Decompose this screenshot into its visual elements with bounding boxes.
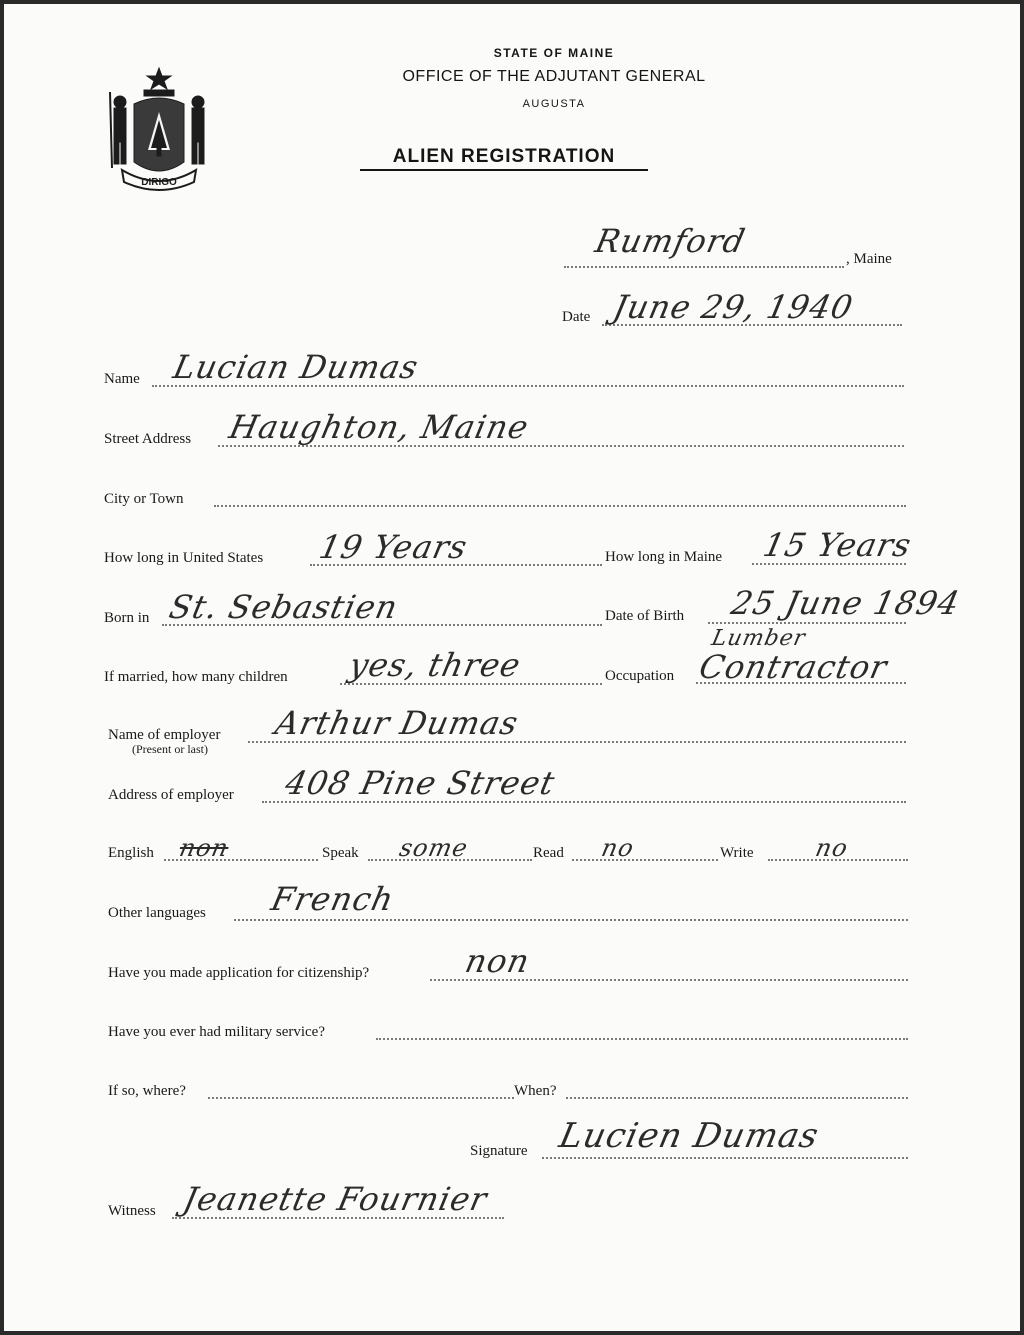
where-label: If so, where?	[108, 1083, 186, 1099]
form-title: ALIEN REGISTRATION	[360, 146, 648, 171]
citizenship-value: non	[461, 942, 534, 980]
speak-value: some	[397, 834, 471, 862]
date-of-birth-value: 25 June 1894	[727, 584, 964, 622]
where-line	[208, 1097, 514, 1099]
witness-value: Jeanette Fournier	[179, 1180, 491, 1218]
town-line	[564, 266, 844, 268]
alien-registration-form	[4, 4, 1020, 1331]
signature-label: Signature	[470, 1143, 528, 1159]
employer-label: Name of employer	[108, 727, 221, 743]
occupation-value: Contractor	[695, 648, 891, 686]
employer-value: Arthur Dumas	[271, 704, 523, 742]
state-heading: STATE OF MAINE	[493, 46, 615, 60]
maine-label: , Maine	[846, 251, 892, 267]
speak-label: Speak	[322, 845, 359, 861]
witness-label: Witness	[108, 1203, 156, 1219]
street-address-value: Haughton, Maine	[225, 408, 533, 446]
date-of-birth-label: Date of Birth	[605, 608, 685, 624]
name-label: Name	[104, 371, 140, 387]
write-label: Write	[720, 845, 754, 861]
children-value: yes, three	[345, 646, 525, 684]
born-in-label: Born in	[104, 610, 150, 626]
other-languages-label: Other languages	[108, 905, 206, 921]
date-label: Date	[562, 309, 591, 325]
date-value: June 29, 1940	[609, 288, 857, 326]
other-languages-value: French	[267, 880, 398, 918]
military-line	[376, 1038, 908, 1040]
employer-address-label: Address of employer	[108, 787, 234, 803]
office-heading: OFFICE OF THE ADJUTANT GENERAL	[402, 68, 706, 85]
city-line	[214, 505, 906, 507]
date-of-birth-line	[708, 622, 906, 624]
occupation-label: Occupation	[605, 668, 675, 684]
when-line	[566, 1097, 908, 1099]
signature-line	[542, 1157, 908, 1159]
street-address-label: Street Address	[104, 431, 192, 447]
city-label: City or Town	[104, 491, 184, 507]
town-value: Rumford	[591, 222, 749, 260]
how-long-maine-label: How long in Maine	[605, 549, 723, 565]
employer-sublabel: (Present or last)	[132, 742, 208, 756]
svg-text:DIRIGO: DIRIGO	[141, 177, 177, 188]
english-label: English	[108, 845, 154, 861]
how-long-us-label: How long in United States	[104, 550, 264, 566]
other-languages-line	[234, 919, 908, 921]
read-value: no	[599, 834, 637, 862]
children-label: If married, how many children	[104, 669, 288, 685]
employer-address-value: 408 Pine Street	[281, 764, 559, 802]
how-long-maine-value: 15 Years	[759, 526, 916, 564]
state-seal-icon	[104, 62, 214, 192]
occupation-top-value: Lumber	[709, 626, 808, 651]
name-value: Lucian Dumas	[169, 348, 423, 386]
city-heading: AUGUSTA	[522, 98, 586, 110]
read-label: Read	[533, 845, 564, 861]
how-long-us-value: 19 Years	[315, 528, 472, 566]
military-label: Have you ever had military service?	[108, 1024, 325, 1040]
read-line	[572, 859, 718, 861]
when-label: When?	[514, 1083, 557, 1099]
signature-value: Lucien Dumas	[555, 1116, 823, 1156]
born-in-value: St. Sebastien	[165, 588, 402, 626]
write-value: no	[813, 834, 851, 862]
citizenship-label: Have you made application for citizenship?	[108, 965, 370, 981]
english-value: non	[177, 834, 232, 862]
